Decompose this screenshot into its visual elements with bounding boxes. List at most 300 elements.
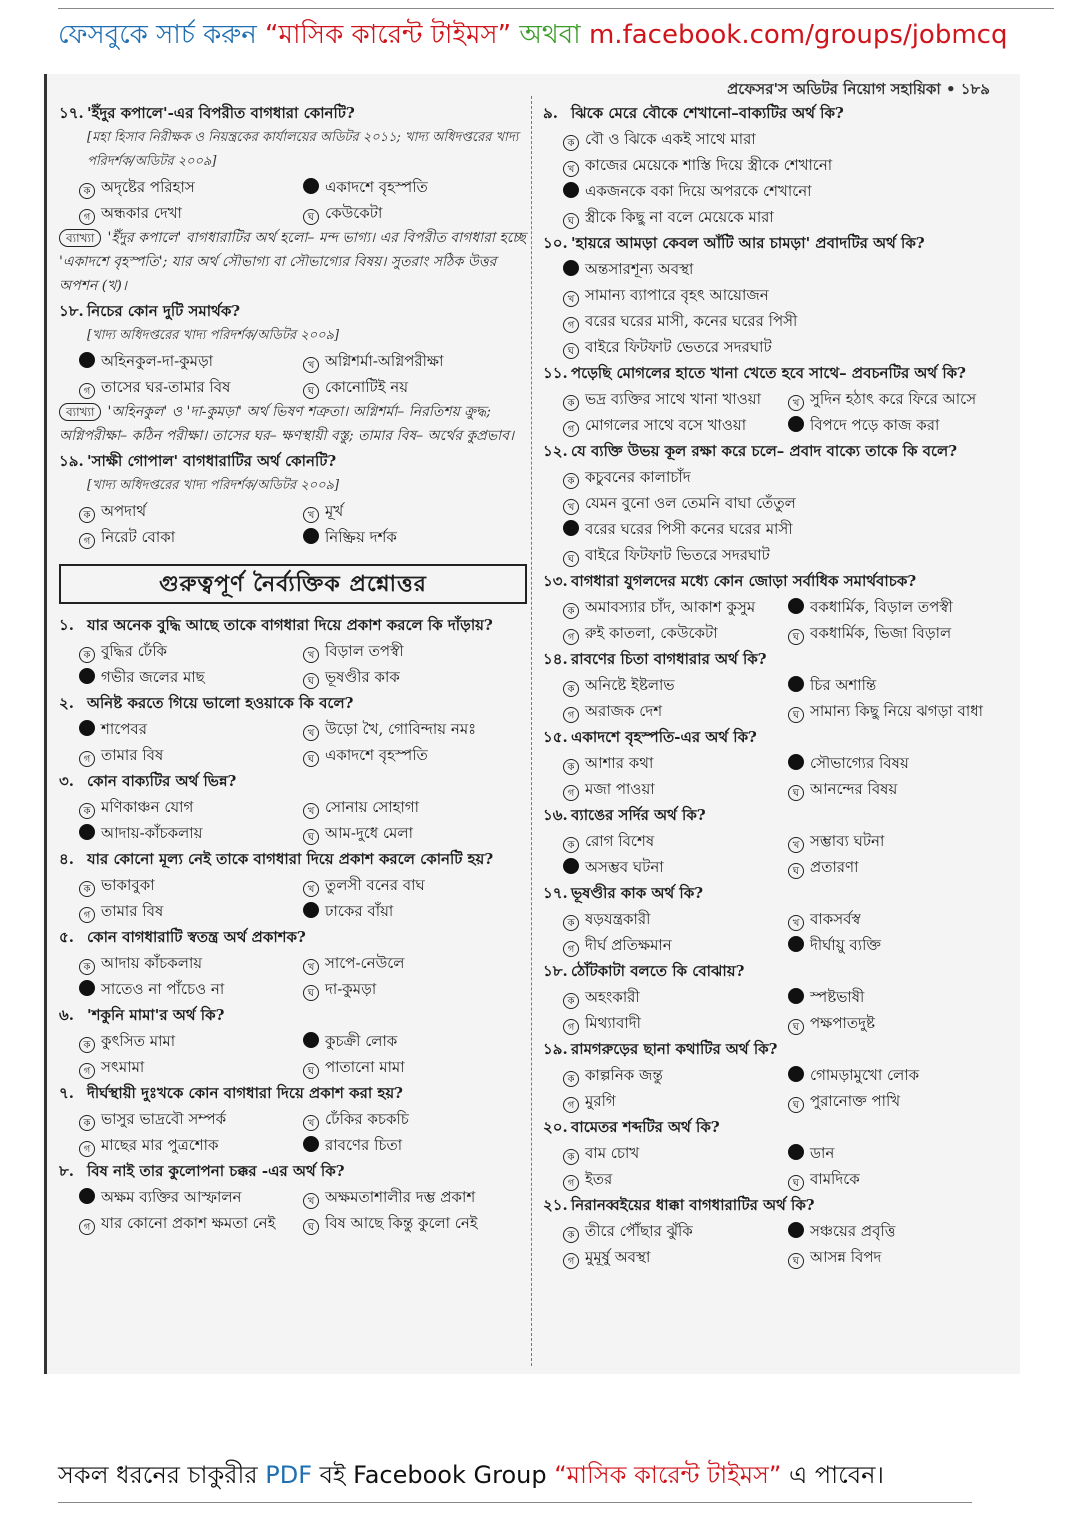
question-block	[59, 1080, 527, 1158]
option-grid	[543, 750, 1013, 802]
answer-option[interactable]	[563, 594, 788, 620]
answer-option[interactable]	[79, 976, 303, 1002]
answer-option[interactable]	[563, 854, 788, 880]
question-block	[59, 846, 527, 924]
correct-answer-bullet-icon	[788, 988, 804, 1004]
answer-option[interactable]	[788, 984, 1013, 1010]
answer-option[interactable]	[563, 1010, 788, 1036]
answer-option[interactable]	[303, 794, 527, 820]
option-text: দা-কুমড়া	[325, 980, 377, 998]
answer-option[interactable]	[79, 742, 303, 768]
answer-option[interactable]	[563, 620, 788, 646]
question-number: ১.	[59, 616, 74, 634]
option-letter-icon: খ	[303, 881, 319, 897]
answer-option[interactable]	[79, 872, 303, 898]
question-text	[59, 690, 527, 716]
option-text: গভীর জলের মাছ	[101, 668, 205, 686]
answer-option[interactable]	[79, 524, 303, 550]
answer-option[interactable]	[303, 374, 527, 400]
option-text: তুলসী বনের বাঘ	[325, 876, 425, 894]
answer-option[interactable]	[303, 1132, 527, 1158]
option-text: বকধার্মিক, ভিজা বিড়াল	[810, 624, 952, 642]
answer-option[interactable]	[79, 638, 303, 664]
answer-option[interactable]	[788, 932, 1013, 958]
answer-option[interactable]	[788, 1244, 1013, 1270]
answer-option[interactable]	[303, 716, 527, 742]
option-letter-icon: ক	[79, 647, 95, 663]
option-grid	[543, 1218, 1013, 1270]
right-column	[543, 100, 1013, 1270]
answer-option[interactable]	[788, 776, 1013, 802]
question-text	[543, 1114, 1013, 1140]
answer-option[interactable]	[788, 1166, 1013, 1192]
option-text: অদৃষ্টের পরিহাস	[101, 178, 195, 196]
answer-option[interactable]	[563, 1140, 788, 1166]
left-bottom-questions	[59, 612, 527, 1236]
option-letter-icon: ক	[563, 135, 579, 151]
right-questions	[543, 100, 1013, 1270]
answer-option[interactable]	[563, 750, 788, 776]
answer-option[interactable]	[303, 174, 527, 200]
correct-answer-bullet-icon	[79, 352, 95, 368]
question-text	[543, 360, 1013, 386]
banner-url-link[interactable]: m.facebook.com/groups/jobmcq	[588, 20, 1008, 50]
answer-option[interactable]	[79, 664, 303, 690]
question-label: পড়েছি মোগলের হাতে খানা খেতে হবে সাথে– প্রবচনটির অর্থ কি?	[571, 364, 966, 382]
option-text: দীর্ঘায়ু ব্যক্তি	[810, 936, 881, 954]
option-letter-icon: গ	[79, 533, 95, 549]
option-letter-icon: ঘ	[788, 1097, 804, 1113]
option-letter-icon: গ	[79, 907, 95, 923]
answer-option[interactable]	[563, 256, 1013, 282]
answer-option[interactable]	[303, 872, 527, 898]
answer-option[interactable]	[563, 386, 788, 412]
option-text: বাকসর্বস্ব	[810, 910, 861, 928]
question-text	[59, 1080, 527, 1106]
answer-option[interactable]	[563, 308, 1013, 334]
answer-option[interactable]	[79, 1028, 303, 1054]
question-text	[59, 1002, 527, 1028]
option-text: সাতেও না পাঁচেও না	[101, 980, 225, 998]
option-text: রুই কাতলা, কেউকেটা	[585, 624, 718, 642]
option-text: বাইরে ফিটফাট ভিতরে সদরঘাট	[585, 546, 770, 564]
answer-option[interactable]	[563, 776, 788, 802]
footer-text	[58, 1458, 1058, 1492]
answer-option[interactable]	[788, 1140, 1013, 1166]
question-label: যার অনেক বুদ্ধি আছে তাকে বাগধারা দিয়ে প্রকাশ করলে কি দাঁড়ায়?	[87, 616, 493, 634]
option-text: কোনোটিই নয়	[325, 378, 409, 396]
answer-option[interactable]	[563, 1166, 788, 1192]
answer-option[interactable]	[563, 490, 1013, 516]
answer-option[interactable]	[788, 828, 1013, 854]
option-text: সামান্য কিছু নিয়ে ঝগড়া বাধা	[810, 702, 983, 720]
option-letter-icon: গ	[563, 1097, 579, 1113]
option-text: নিরেট বোকা	[101, 528, 176, 546]
option-grid	[543, 386, 1013, 438]
option-text: বরের ঘরের পিসী কনের ঘরের মাসী	[585, 520, 793, 538]
correct-answer-bullet-icon	[303, 902, 319, 918]
option-letter-icon: গ	[563, 421, 579, 437]
option-text: আম-দুধে মেলা	[325, 824, 413, 842]
answer-option[interactable]	[303, 1028, 527, 1054]
option-text: মজা পাওয়া	[585, 780, 655, 798]
answer-option[interactable]	[303, 742, 527, 768]
option-grid	[59, 1106, 527, 1158]
question-block	[59, 690, 527, 768]
question-text	[543, 802, 1013, 828]
answer-option[interactable]	[303, 1106, 527, 1132]
answer-option[interactable]	[563, 906, 788, 932]
answer-option[interactable]	[303, 1184, 527, 1210]
answer-option[interactable]	[563, 464, 1013, 490]
option-text: সম্ভাব্য ঘটনা	[810, 832, 885, 850]
answer-option[interactable]	[563, 412, 788, 438]
option-letter-icon: ক	[563, 603, 579, 619]
explanation-text: 'ইঁদুর কপালে' বাগধারাটির অর্থ হলো– মন্দ ভাগ্য। এর বিপরীত বাগধারা হচ্ছে 'একাদশে বৃহস্পতি'; যার অর্থ সৌভাগ্য বা সৌভাগ্যের বিষয়। সুতরাং সঠিক উত্তর অপশন (খ)।	[59, 230, 526, 294]
option-text: আনন্দের বিষয়	[810, 780, 898, 798]
option-letter-icon: খ	[303, 959, 319, 975]
answer-option[interactable]	[79, 200, 303, 226]
answer-option[interactable]	[79, 498, 303, 524]
option-text: ভাসুর ভাদ্রবৌ সম্পর্ক	[101, 1110, 227, 1128]
correct-answer-bullet-icon	[788, 936, 804, 952]
banner-group-name: “মাসিক কারেন্ট টাইমস”	[265, 20, 512, 50]
question-label: যে ব্যক্তি উভয় কূল রক্ষা করে চলে– প্রবাদ বাক্যে তাকে কি বলে?	[571, 442, 958, 460]
question-number: ২.	[59, 694, 74, 712]
left-top-questions	[59, 100, 527, 550]
answer-option[interactable]	[563, 1218, 788, 1244]
correct-answer-bullet-icon	[79, 1188, 95, 1204]
option-letter-icon: ঘ	[563, 551, 579, 567]
question-number: ৯.	[543, 104, 558, 122]
footer-part-1: সকল ধরনের চাকুরীর	[58, 1461, 258, 1489]
option-text: শাপেবর	[101, 720, 148, 738]
answer-option[interactable]	[79, 374, 303, 400]
answer-option[interactable]	[563, 1088, 788, 1114]
question-label: বিষ নাই তার কুলোপনা চক্কর -এর অর্থ কি?	[87, 1162, 345, 1180]
option-letter-icon: গ	[563, 707, 579, 723]
option-text: বুদ্ধির ঢেঁকি	[101, 642, 168, 660]
option-text: কুচক্রী লোক	[325, 1032, 398, 1050]
question-block	[59, 1002, 527, 1080]
answer-option[interactable]	[79, 716, 303, 742]
correct-answer-bullet-icon	[788, 1066, 804, 1082]
question-number: ১৮.	[59, 302, 84, 320]
option-letter-icon: ঘ	[788, 785, 804, 801]
option-letter-icon: ঘ	[788, 1253, 804, 1269]
correct-answer-bullet-icon	[788, 598, 804, 614]
option-grid	[59, 348, 527, 400]
answer-option[interactable]	[79, 1106, 303, 1132]
option-letter-icon: খ	[788, 395, 804, 411]
answer-option[interactable]	[303, 1210, 527, 1236]
explanation	[59, 226, 527, 298]
answer-option[interactable]	[303, 638, 527, 664]
answer-option[interactable]	[79, 898, 303, 924]
question-block	[543, 1114, 1013, 1192]
option-letter-icon: খ	[303, 725, 319, 741]
answer-option[interactable]	[788, 906, 1013, 932]
option-text: মণিকাঞ্চন যোগ	[101, 798, 194, 816]
option-text: ঢেঁকির কচকচি	[325, 1110, 409, 1128]
option-text: আদায় কাঁচকলায়	[101, 954, 203, 972]
question-number: ২১.	[543, 1196, 568, 1214]
question-text	[59, 768, 527, 794]
question-label: কোন বাগধারাটি স্বতন্ত্র অর্থ প্রকাশক?	[87, 928, 306, 946]
correct-answer-bullet-icon	[563, 520, 579, 536]
option-text: ইতর	[585, 1170, 613, 1188]
answer-option[interactable]	[563, 178, 1013, 204]
correct-answer-bullet-icon	[788, 754, 804, 770]
option-letter-icon: ক	[79, 881, 95, 897]
question-label: রামগরুড়ের ছানা কথাটির অর্থ কি?	[571, 1040, 778, 1058]
question-text	[543, 568, 1013, 594]
option-letter-icon: ক	[79, 1037, 95, 1053]
option-text: অক্ষম ব্যক্তির আস্ফালন	[101, 1188, 242, 1206]
option-text: অহংকারী	[585, 988, 640, 1006]
answer-option[interactable]	[303, 976, 527, 1002]
option-text: চির অশান্তি	[810, 676, 877, 694]
section-title: গুরুত্বপূর্ণ নৈর্ব্যক্তিক প্রশ্নোত্তর	[59, 564, 527, 604]
question-source: [খাদ্য অধিদপ্তরের খাদ্য পরিদর্শক/অডিটর ২০০৯]	[87, 328, 340, 343]
answer-option[interactable]	[788, 1088, 1013, 1114]
answer-option[interactable]	[788, 386, 1013, 412]
question-number: ৬.	[59, 1006, 74, 1024]
answer-option[interactable]	[563, 828, 788, 854]
answer-option[interactable]	[563, 1244, 788, 1270]
option-grid	[59, 716, 527, 768]
column-divider	[531, 96, 532, 1366]
question-block	[543, 724, 1013, 802]
explanation-tag: ব্যাখ্যা	[59, 229, 101, 247]
question-text	[59, 1158, 527, 1184]
option-grid	[543, 906, 1013, 958]
question-block	[59, 1158, 527, 1236]
option-text: বামদিকে	[810, 1170, 860, 1188]
option-text: বিষ আছে কিন্তু কুলো নেই	[325, 1214, 478, 1232]
option-text: একাদশে বৃহস্পতি	[325, 178, 428, 196]
correct-answer-bullet-icon	[788, 676, 804, 692]
answer-option[interactable]	[303, 898, 527, 924]
option-text: কাজের মেয়েকে শাস্তি দিয়ে স্ত্রীকে শেখানো	[585, 156, 833, 174]
answer-option[interactable]	[303, 200, 527, 226]
question-text	[543, 724, 1013, 750]
option-grid	[543, 256, 1013, 360]
option-letter-icon: ঘ	[303, 751, 319, 767]
option-text: একজনকে বকা দিয়ে অপরকে শেখানো	[585, 182, 812, 200]
correct-answer-bullet-icon	[79, 824, 95, 840]
option-letter-icon: খ	[303, 1193, 319, 1209]
answer-option[interactable]	[79, 820, 303, 846]
answer-option[interactable]	[788, 412, 1013, 438]
answer-option[interactable]	[788, 750, 1013, 776]
footer-rule	[58, 1502, 972, 1503]
question-label: ভূষণ্ডীর কাক অর্থ কি?	[571, 884, 703, 902]
correct-answer-bullet-icon	[563, 182, 579, 198]
answer-option[interactable]	[303, 664, 527, 690]
correct-answer-bullet-icon	[303, 1136, 319, 1152]
option-letter-icon: ঘ	[788, 707, 804, 723]
option-text: অনিষ্টে ইষ্টলাভ	[585, 676, 675, 694]
answer-option[interactable]	[788, 1062, 1013, 1088]
question-number: ৫.	[59, 928, 74, 946]
option-letter-icon: গ	[79, 751, 95, 767]
answer-option[interactable]	[79, 1184, 303, 1210]
question-source: [খাদ্য অধিদপ্তরের খাদ্য পরিদর্শক/অডিটর ২০০৯]	[87, 478, 340, 493]
option-letter-icon: ঘ	[303, 829, 319, 845]
option-letter-icon: খ	[303, 1115, 319, 1131]
answer-option[interactable]	[563, 126, 1013, 152]
option-text: অরাজক দেশ	[585, 702, 663, 720]
option-letter-icon: গ	[79, 1063, 95, 1079]
banner-or: অথবা	[519, 20, 581, 50]
question-number: ৪.	[59, 850, 74, 868]
option-letter-icon: গ	[563, 1253, 579, 1269]
question-label: নিরানব্বইয়ের ধাক্কা বাগধারাটির অর্থ কি?	[571, 1196, 815, 1214]
question-text	[59, 298, 527, 324]
question-text	[543, 880, 1013, 906]
option-grid	[543, 828, 1013, 880]
option-text: স্পষ্টভাষী	[810, 988, 865, 1006]
question-number: ৩.	[59, 772, 74, 790]
answer-option[interactable]	[563, 932, 788, 958]
answer-option[interactable]	[563, 282, 1013, 308]
correct-answer-bullet-icon	[303, 528, 319, 544]
footer-part-3: বই Facebook Group	[319, 1461, 547, 1489]
option-letter-icon: ক	[563, 1071, 579, 1087]
answer-option[interactable]	[563, 672, 788, 698]
question-label: বাগধারা যুগলদের মধ্যে কোন জোড়া সর্বাধিক সমার্থবাচক?	[571, 572, 917, 590]
option-grid	[59, 174, 527, 226]
option-text: কেউকেটা	[325, 204, 383, 222]
question-label: যার কোনো মূল্য নেই তাকে বাগধারা দিয়ে প্রকাশ করলে কোনটি হয়?	[87, 850, 494, 868]
question-label: ব্যাঙের সর্দির অর্থ কি?	[571, 806, 706, 824]
answer-option[interactable]	[303, 348, 527, 374]
option-text: বরের ঘরের মাসী, কনের ঘরের পিসী	[585, 312, 798, 330]
option-letter-icon: ক	[563, 395, 579, 411]
question-text	[59, 612, 527, 638]
question-block	[59, 768, 527, 846]
option-text: রাবণের চিতা	[325, 1136, 403, 1154]
option-text: কাল্পনিক জন্তু	[585, 1066, 663, 1084]
answer-option[interactable]	[563, 152, 1013, 178]
option-grid	[59, 1028, 527, 1080]
answer-option[interactable]	[79, 1054, 303, 1080]
question-number: ১৯.	[59, 452, 84, 470]
option-letter-icon: গ	[79, 1219, 95, 1235]
explanation	[59, 400, 527, 448]
answer-option[interactable]	[788, 854, 1013, 880]
option-text: ষড়যন্ত্রকারী	[585, 910, 651, 928]
answer-option[interactable]	[563, 984, 788, 1010]
question-block	[543, 438, 1013, 568]
option-text: অগ্নিশর্মা-অগ্নিপরীক্ষা	[325, 352, 444, 370]
correct-answer-bullet-icon	[788, 416, 804, 432]
left-column	[59, 100, 527, 1236]
question-label: বামেতর শব্দটির অর্থ কি?	[571, 1118, 720, 1136]
option-letter-icon: ক	[563, 915, 579, 931]
answer-option[interactable]	[303, 498, 527, 524]
option-letter-icon: ঘ	[303, 673, 319, 689]
question-block	[59, 612, 527, 690]
option-grid	[59, 794, 527, 846]
option-text: কুৎসিত মামা	[101, 1032, 176, 1050]
option-letter-icon: ক	[79, 507, 95, 523]
option-letter-icon: খ	[563, 499, 579, 515]
answer-option[interactable]	[303, 820, 527, 846]
answer-option[interactable]	[788, 1218, 1013, 1244]
question-label: দীর্ঘস্থায়ী দুঃখকে কোন বাগধারা দিয়ে প্রকাশ করা হয়?	[87, 1084, 403, 1102]
question-block	[543, 1036, 1013, 1114]
option-letter-icon: গ	[563, 629, 579, 645]
option-text: যেমন বুনো ওল তেমনি বাঘা তেঁতুল	[585, 494, 796, 512]
answer-option[interactable]	[79, 348, 303, 374]
answer-option[interactable]	[303, 1054, 527, 1080]
option-text: তামার বিষ	[101, 746, 164, 764]
answer-option[interactable]	[563, 516, 1013, 542]
option-text: গোমড়ামুখো লোক	[810, 1066, 920, 1084]
option-letter-icon: ক	[79, 803, 95, 819]
option-grid	[543, 464, 1013, 568]
question-number: ৭.	[59, 1084, 74, 1102]
answer-option[interactable]	[788, 672, 1013, 698]
answer-option[interactable]	[79, 950, 303, 976]
answer-option[interactable]	[788, 1010, 1013, 1036]
option-letter-icon: ক	[563, 837, 579, 853]
answer-option[interactable]	[563, 1062, 788, 1088]
correct-answer-bullet-icon	[563, 858, 579, 874]
answer-option[interactable]	[303, 524, 527, 550]
answer-option[interactable]	[788, 594, 1013, 620]
question-number: ৮.	[59, 1162, 74, 1180]
answer-option[interactable]	[79, 174, 303, 200]
question-text	[543, 100, 1013, 126]
option-text: তামার বিষ	[101, 902, 164, 920]
question-block	[59, 100, 527, 298]
footer-group-name: “মাসিক কারেন্ট টাইমস”	[554, 1461, 782, 1489]
answer-option[interactable]	[563, 204, 1013, 230]
question-block	[59, 448, 527, 550]
question-number: ১৯.	[543, 1040, 568, 1058]
option-text: বিপদে পড়ে কাজ করা	[810, 416, 940, 434]
question-text	[543, 438, 1013, 464]
option-text: তীরে পৌঁছার ঝুঁকি	[585, 1222, 693, 1240]
option-text: বিড়াল তপস্বী	[325, 642, 404, 660]
answer-option[interactable]	[563, 542, 1013, 568]
option-text: ভূষণ্ডীর কাক	[325, 668, 400, 686]
answer-option[interactable]	[303, 950, 527, 976]
footer-pdf: PDF	[265, 1461, 312, 1489]
option-text: মিথ্যাবাদী	[585, 1014, 641, 1032]
answer-option[interactable]	[788, 698, 1013, 724]
option-letter-icon: ক	[563, 1149, 579, 1165]
option-grid	[543, 126, 1013, 230]
option-letter-icon: খ	[563, 161, 579, 177]
option-text: ঢাকের বাঁয়া	[325, 902, 394, 920]
answer-option[interactable]	[563, 334, 1013, 360]
option-text: আশার কথা	[585, 754, 654, 772]
question-text	[59, 100, 527, 126]
answer-option[interactable]	[79, 1210, 303, 1236]
correct-answer-bullet-icon	[303, 1032, 319, 1048]
answer-option[interactable]	[788, 620, 1013, 646]
correct-answer-bullet-icon	[79, 668, 95, 684]
option-letter-icon: খ	[303, 647, 319, 663]
explanation-text: 'অহিনকুল' ও 'দা-কুমড়া' অর্থ ভিষণ শত্রুতা। অগ্নিশর্মা– নিরতিশয় ক্রুদ্ধ; অগ্নিপরীক্ষা– কঠিন পরীক্ষা। তাসের ঘর– ক্ষণস্থায়ী বস্তু; তামার বিষ– অর্থের কুপ্রভাব।	[59, 404, 515, 444]
answer-option[interactable]	[79, 794, 303, 820]
answer-option[interactable]	[79, 1132, 303, 1158]
answer-option[interactable]	[563, 698, 788, 724]
